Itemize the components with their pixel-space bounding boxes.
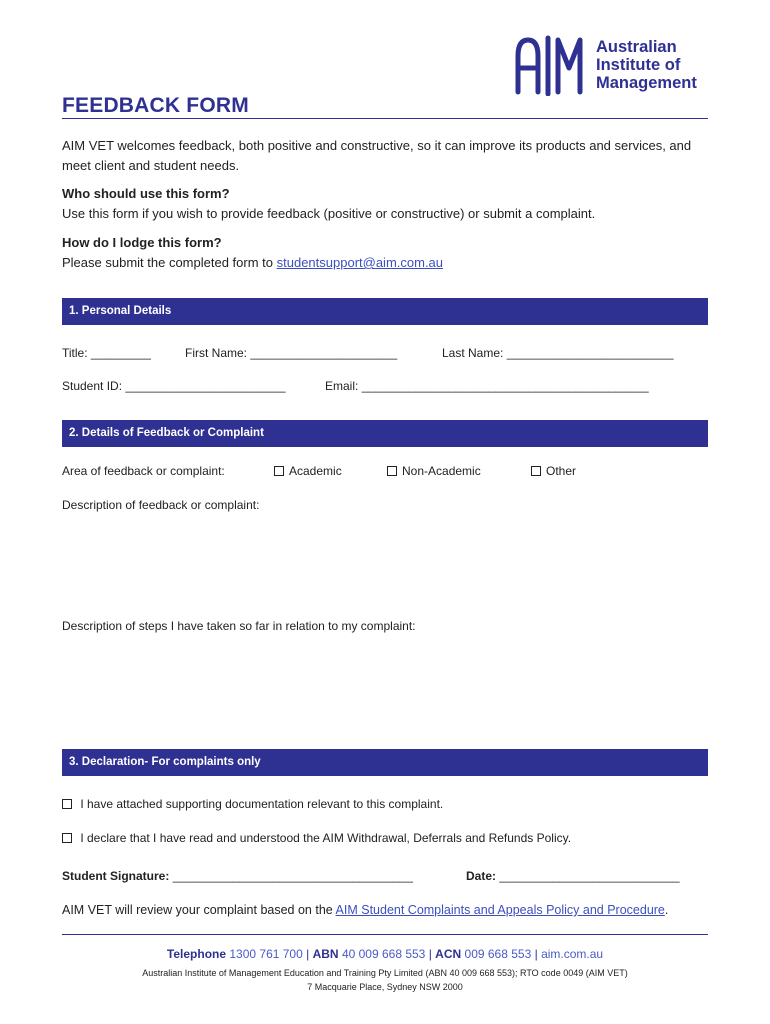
steps-label: Description of steps I have taken so far in relation to my complaint: [62,619,416,633]
area-label: Area of feedback or complaint: [62,464,225,478]
how-heading: How do I lodge this form? [62,235,222,250]
other-label: Other [546,464,577,478]
footer-address-line: 7 Macquarie Place, Sydney NSW 2000 [307,982,463,992]
signature-label: Student Signature: [62,869,170,883]
description-area[interactable] [62,516,708,612]
title-divider [62,118,708,119]
email-field[interactable] [325,379,649,393]
option-academic[interactable] [274,464,342,478]
option-other[interactable] [531,464,576,478]
form-title: FEEDBACK FORM [62,94,249,117]
review-text: AIM VET will review your complaint based on the [62,903,333,917]
date-label: Date: [466,869,497,883]
website-link[interactable]: aim.com.au [541,947,604,961]
description-label: Description of feedback or complaint: [62,498,260,512]
title-label: Title: [62,346,88,360]
policy-text: I declare that I have read and understood the AIM Withdrawal, Deferrals and Refunds Policy. [80,831,572,845]
review-statement [62,903,668,917]
signature-blank: ____________________________________ [172,869,413,883]
non-academic-checkbox[interactable] [387,466,397,476]
acn-label: ACN [435,947,462,961]
telephone-label: Telephone [166,947,227,961]
footer-contact-line [62,947,708,961]
section-personal-details: 1. Personal Details [62,298,708,325]
academic-label: Academic [289,464,342,478]
acn-value: 009 668 553 [464,947,532,961]
first-name-blank: ______________________ [250,346,398,360]
review-end: . [664,903,669,917]
footer-divider [62,934,708,935]
title-field[interactable] [62,346,151,360]
logo-line-2: Institute of [596,56,681,74]
policy-checkbox[interactable] [62,833,72,843]
how-section [62,233,708,273]
complaints-policy-link[interactable]: AIM Student Complaints and Appeals Policy and Procedure [335,903,665,917]
who-text: Use this form if you wish to provide feedback (positive or constructive) or submit a complaint. [62,206,596,221]
title-blank: _________ [90,346,151,360]
email-label: Email: [325,379,359,393]
last-name-label: Last Name: [442,346,504,360]
how-text: Please submit the completed form to [62,255,273,270]
date-blank: ___________________________ [499,869,680,883]
other-checkbox[interactable] [531,466,541,476]
option-non-academic[interactable] [387,464,481,478]
intro-text: AIM VET welcomes feedback, both positive and constructive, so it can improve its products and services, and meet client and student needs. [62,138,692,173]
who-heading: Who should use this form? [62,186,230,201]
declaration-item-documentation[interactable] [62,797,443,811]
documentation-checkbox[interactable] [62,799,72,809]
telephone-value: 1300 761 700 [229,947,303,961]
academic-checkbox[interactable] [274,466,284,476]
footer-sep-2: | [428,947,432,961]
abn-label: ABN [312,947,339,961]
footer-legal [62,966,708,994]
first-name-field[interactable] [185,346,397,360]
student-id-label: Student ID: [62,379,123,393]
aim-logo-mark [514,34,584,96]
logo-line-3: Management [596,74,697,92]
logo-line-1: Australian [596,38,677,56]
declaration-item-policy[interactable] [62,831,571,845]
footer-sep-1: | [306,947,310,961]
who-section [62,184,708,224]
footer-sep-3: | [534,947,538,961]
logo-wordmark [596,38,697,92]
date-field[interactable] [466,869,680,883]
email-blank: ___________________________________________ [361,379,649,393]
last-name-blank: _________________________ [506,346,674,360]
abn-value: 40 009 668 553 [341,947,426,961]
non-academic-label: Non-Academic [402,464,481,478]
last-name-field[interactable] [442,346,674,360]
documentation-text: I have attached supporting documentation relevant to this complaint. [80,797,444,811]
first-name-label: First Name: [185,346,248,360]
section-declaration: 3. Declaration- For complaints only [62,749,708,776]
student-id-blank: ________________________ [125,379,286,393]
steps-area[interactable] [62,637,708,741]
footer-company-line: Australian Institute of Management Education and Training Pty Limited (ABN 40 009 668 553); RTO code 0049 (AIM VET) [142,968,628,978]
student-id-field[interactable] [62,379,286,393]
signature-field[interactable] [62,869,413,883]
section-feedback-details: 2. Details of Feedback or Complaint [62,420,708,447]
support-email-link[interactable]: studentsupport@aim.com.au [276,255,444,270]
